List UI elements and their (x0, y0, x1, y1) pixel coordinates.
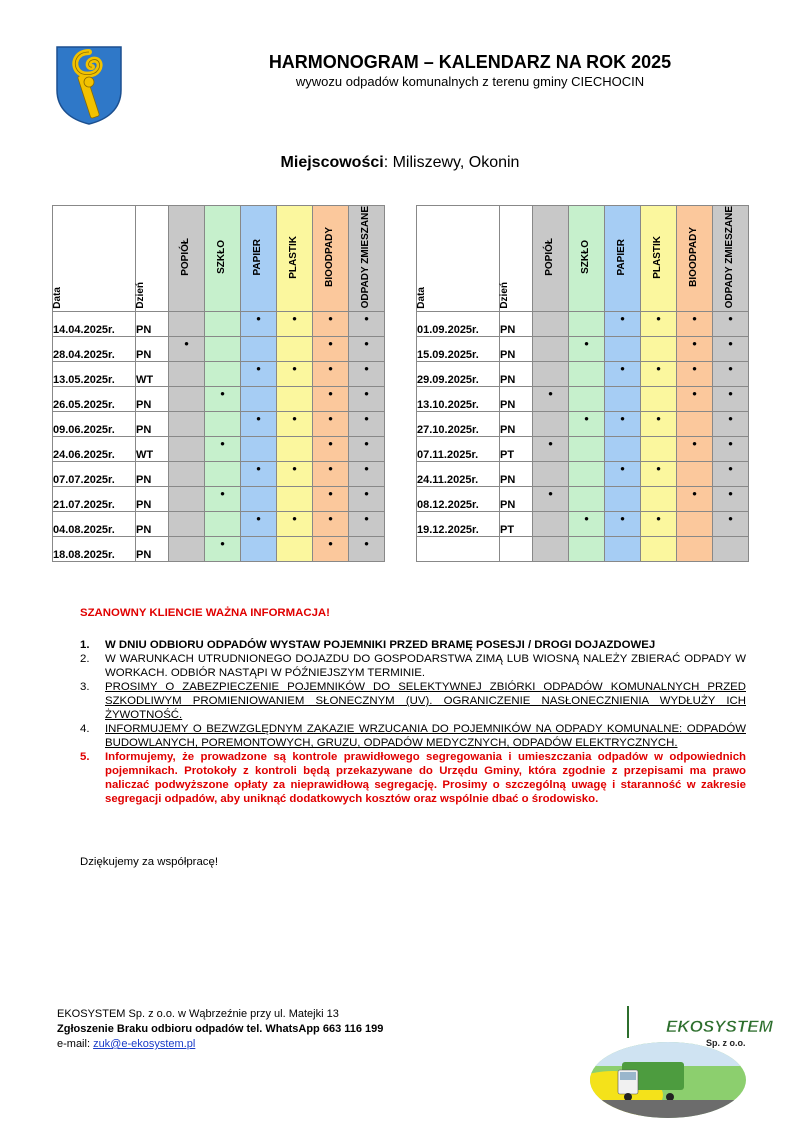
info-item: 3. PROSIMY O ZABEZPIECZENIE POJEMNIKÓW DO SELEKTYWNEJ ZBIÓRKI ODPADÓW KOMUNALNYCH PRZED SZKODLIWYM PROMIENIOWANIEM SŁONECZNYM (UV). OGRANICZENIE NASŁONECZNIENIA WYDŁUŻY ICH ŻYWOTNOŚĆ. (80, 681, 746, 721)
table-row (53, 337, 385, 362)
cell-papier (605, 537, 641, 562)
cell-bioodpady: • (313, 487, 349, 512)
schedule-header-row (53, 206, 385, 312)
row-day: PN (500, 312, 533, 337)
row-day: PN (500, 462, 533, 487)
cell-bioodpady: • (677, 437, 713, 462)
row-day: PN (136, 462, 169, 487)
cell-szklo (205, 462, 241, 487)
cell-zmieszane: • (713, 412, 749, 437)
cell-popiol (169, 412, 205, 437)
cell-szklo: • (205, 387, 241, 412)
cell-szklo: • (205, 537, 241, 562)
municipal-crest-icon (54, 44, 124, 126)
table-row (417, 337, 749, 362)
row-day: PN (500, 337, 533, 362)
cell-papier: • (605, 512, 641, 537)
row-date: 07.07.2025r. (53, 462, 136, 487)
col-header-data: Data (53, 206, 136, 312)
row-day: PT (500, 512, 533, 537)
cell-bioodpady: • (313, 412, 349, 437)
col-header-popiol: POPIÓŁ (533, 206, 569, 312)
cell-szklo (205, 337, 241, 362)
row-date: 08.12.2025r. (417, 487, 500, 512)
schedule-body-right (417, 312, 749, 562)
cell-bioodpady: • (677, 487, 713, 512)
cell-szklo (569, 537, 605, 562)
cell-bioodpady: • (677, 387, 713, 412)
row-day: PN (500, 362, 533, 387)
row-date: 14.04.2025r. (53, 312, 136, 337)
col-header-popiol: POPIÓŁ (169, 206, 205, 312)
table-row (53, 537, 385, 562)
cell-plastik (277, 537, 313, 562)
table-row (417, 362, 749, 387)
cell-bioodpady (677, 537, 713, 562)
col-header-dzien: Dzień (136, 206, 169, 312)
cell-bioodpady: • (677, 337, 713, 362)
row-date: 21.07.2025r. (53, 487, 136, 512)
cell-bioodpady: • (677, 362, 713, 387)
col-header-bioodpady: BIOODPADY (313, 206, 349, 312)
footer-report-line: Zgłoszenie Braku odbioru odpadów tel. WhatsApp 663 116 199 (57, 1023, 384, 1035)
cell-popiol: • (169, 337, 205, 362)
cell-szklo (205, 512, 241, 537)
table-row (53, 412, 385, 437)
cell-zmieszane: • (349, 462, 385, 487)
page-title: HARMONOGRAM – KALENDARZ NA ROK 2025 (268, 52, 672, 72)
row-day: PN (500, 387, 533, 412)
cell-plastik: • (277, 512, 313, 537)
cell-plastik (641, 387, 677, 412)
info-section (80, 606, 746, 806)
cell-zmieszane: • (349, 337, 385, 362)
locality-label: Miejscowości (280, 154, 384, 171)
email-link[interactable]: zuk@e-ekosystem.pl (93, 1038, 196, 1050)
schedule-table-right (416, 205, 749, 562)
row-day: PN (136, 537, 169, 562)
cell-papier: • (605, 362, 641, 387)
info-item: 1. W DNIU ODBIORU ODPADÓW WYSTAW POJEMNIKI PRZED BRAMĘ POSESJI / DROGI DOJAZDOWEJ (80, 639, 656, 651)
cell-papier (241, 537, 277, 562)
cell-szklo (569, 387, 605, 412)
cell-zmieszane: • (713, 437, 749, 462)
cell-popiol (169, 487, 205, 512)
logo-name: EKOSYSTEM (666, 1017, 773, 1036)
row-day: PN (136, 337, 169, 362)
table-row (417, 487, 749, 512)
col-header-zmieszane: ODPADY ZMIESZANE (349, 206, 385, 312)
cell-szklo (569, 362, 605, 387)
cell-popiol: • (533, 437, 569, 462)
cell-plastik: • (641, 312, 677, 337)
cell-bioodpady: • (313, 312, 349, 337)
row-date: 01.09.2025r. (417, 312, 500, 337)
logo-suffix: Sp. z o.o. (706, 1038, 746, 1048)
cell-papier (241, 387, 277, 412)
cell-bioodpady: • (313, 512, 349, 537)
cell-papier: • (241, 412, 277, 437)
cell-zmieszane: • (349, 512, 385, 537)
cell-bioodpady: • (313, 537, 349, 562)
cell-plastik (641, 337, 677, 362)
cell-popiol (533, 337, 569, 362)
cell-popiol (169, 437, 205, 462)
col-header-plastik: PLASTIK (641, 206, 677, 312)
cell-zmieszane: • (349, 387, 385, 412)
table-row (417, 437, 749, 462)
cell-szklo: • (205, 487, 241, 512)
cell-papier: • (605, 462, 641, 487)
row-date: 09.06.2025r. (53, 412, 136, 437)
row-day: PN (500, 487, 533, 512)
cell-zmieszane: • (349, 437, 385, 462)
col-header-plastik: PLASTIK (277, 206, 313, 312)
cell-popiol (169, 462, 205, 487)
row-day: PN (500, 412, 533, 437)
thanks-note: Dziękujemy za współpracę! (80, 856, 219, 868)
cell-szklo (569, 462, 605, 487)
table-row (53, 462, 385, 487)
info-item: 4. INFORMUJEMY O BEZWZGLĘDNYM ZAKAZIE WRZUCANIA DO POJEMNIKÓW NA ODPADY KOMUNALNE: ODPADÓW BUDOWLANYCH, POREMONTOWYCH, GRUZU, ODPADÓW MEDYCZNYCH, ODPADÓW ELEKTRYCZNYCH. (80, 723, 746, 749)
cell-plastik: • (641, 412, 677, 437)
cell-plastik: • (277, 412, 313, 437)
cell-plastik (277, 487, 313, 512)
ekosystem-logo (588, 1000, 773, 1118)
col-header-dzien: Dzień (500, 206, 533, 312)
cell-papier (241, 487, 277, 512)
table-row (417, 387, 749, 412)
row-date (417, 537, 500, 562)
col-header-zmieszane: ODPADY ZMIESZANE (713, 206, 749, 312)
cell-plastik (641, 537, 677, 562)
cell-papier (605, 487, 641, 512)
cell-zmieszane: • (713, 387, 749, 412)
cell-popiol: • (533, 387, 569, 412)
schedule-header-row (417, 206, 749, 312)
col-header-bioodpady: BIOODPADY (677, 206, 713, 312)
cell-popiol (169, 362, 205, 387)
row-day (500, 537, 533, 562)
footer-company: EKOSYSTEM Sp. z o.o. w Wąbrzeźnie przy ul. Matejki 13 (57, 1008, 339, 1020)
cell-popiol (533, 537, 569, 562)
cell-szklo: • (205, 437, 241, 462)
page-subtitle: wywozu odpadów komunalnych z terenu gminy CIECHOCIN (295, 74, 645, 89)
table-row (417, 462, 749, 487)
cell-popiol (169, 537, 205, 562)
footer-email-line (57, 1037, 383, 1052)
cell-papier: • (241, 312, 277, 337)
cell-plastik: • (641, 512, 677, 537)
cell-szklo (205, 412, 241, 437)
cell-szklo (569, 487, 605, 512)
row-day: PN (136, 412, 169, 437)
info-heading: SZANOWNY KLIENCIE WAŻNA INFORMACJA! (80, 607, 330, 619)
row-date: 27.10.2025r. (417, 412, 500, 437)
cell-bioodpady: • (677, 312, 713, 337)
cell-bioodpady: • (313, 437, 349, 462)
cell-szklo (569, 312, 605, 337)
row-date: 07.11.2025r. (417, 437, 500, 462)
cell-popiol (169, 312, 205, 337)
row-day: PN (136, 387, 169, 412)
row-day: PN (136, 512, 169, 537)
row-date: 15.09.2025r. (417, 337, 500, 362)
row-day: WT (136, 437, 169, 462)
table-row (417, 512, 749, 537)
row-date: 29.09.2025r. (417, 362, 500, 387)
cell-szklo: • (569, 412, 605, 437)
cell-zmieszane: • (713, 362, 749, 387)
cell-bioodpady: • (313, 362, 349, 387)
table-row (417, 312, 749, 337)
cell-szklo (569, 437, 605, 462)
cell-popiol (533, 512, 569, 537)
cell-popiol (169, 387, 205, 412)
table-row (53, 362, 385, 387)
cell-zmieszane: • (349, 487, 385, 512)
row-date: 24.06.2025r. (53, 437, 136, 462)
cell-bioodpady (677, 462, 713, 487)
col-header-papier: PAPIER (241, 206, 277, 312)
cell-zmieszane: • (713, 487, 749, 512)
cell-papier (605, 387, 641, 412)
cell-papier (605, 437, 641, 462)
locality-line (0, 154, 800, 172)
cell-zmieszane: • (349, 412, 385, 437)
cell-bioodpady: • (313, 337, 349, 362)
col-header-szklo: SZKŁO (205, 206, 241, 312)
cell-bioodpady: • (313, 387, 349, 412)
cell-zmieszane: • (713, 462, 749, 487)
cell-zmieszane: • (713, 512, 749, 537)
cell-bioodpady (677, 412, 713, 437)
row-date: 26.05.2025r. (53, 387, 136, 412)
row-day: PN (136, 312, 169, 337)
table-row (53, 312, 385, 337)
cell-zmieszane: • (713, 337, 749, 362)
cell-zmieszane: • (349, 362, 385, 387)
schedule-body-left (53, 312, 385, 562)
cell-papier: • (605, 312, 641, 337)
cell-papier: • (605, 412, 641, 437)
cell-szklo (205, 362, 241, 387)
cell-plastik: • (277, 312, 313, 337)
col-header-data: Data (417, 206, 500, 312)
row-date: 18.08.2025r. (53, 537, 136, 562)
cell-popiol (533, 462, 569, 487)
cell-popiol (169, 512, 205, 537)
cell-plastik: • (641, 362, 677, 387)
footer-contact (57, 1007, 383, 1052)
cell-plastik (641, 437, 677, 462)
table-row (417, 412, 749, 437)
cell-popiol: • (533, 487, 569, 512)
table-row (53, 512, 385, 537)
cell-plastik: • (641, 462, 677, 487)
cell-plastik (277, 337, 313, 362)
cell-plastik (641, 487, 677, 512)
info-list (80, 638, 746, 806)
locality-value: : Miliszewy, Okonin (383, 154, 520, 171)
table-row (53, 387, 385, 412)
cell-zmieszane: • (349, 312, 385, 337)
col-header-szklo: SZKŁO (569, 206, 605, 312)
row-date: 19.12.2025r. (417, 512, 500, 537)
cell-popiol (533, 312, 569, 337)
row-day: WT (136, 362, 169, 387)
cell-papier: • (241, 462, 277, 487)
cell-plastik: • (277, 362, 313, 387)
cell-zmieszane (713, 537, 749, 562)
info-item: 5. Informujemy, że prowadzone są kontrole prawidłowego segregowania i umieszczania odpadów w odpowiednich pojemnikach. Protokoły z kontroli będą przekazywane do Urzędu Gminy, która zgodnie z przepisami ma prawo naliczać podwyższone opłaty za nieprawidłową segregację. Prosimy o szczególną uwagę i staranność w zakresie segregacji odpadów, aby uniknąć dodatkowych kosztów oraz wspólnie dbać o środowisko. (80, 751, 746, 805)
cell-zmieszane: • (349, 537, 385, 562)
cell-papier (605, 337, 641, 362)
table-row (53, 437, 385, 462)
row-date: 04.08.2025r. (53, 512, 136, 537)
cell-szklo (205, 312, 241, 337)
row-day: PT (500, 437, 533, 462)
cell-papier: • (241, 512, 277, 537)
footer-email-label: e-mail: (57, 1038, 94, 1050)
cell-bioodpady (677, 512, 713, 537)
cell-szklo: • (569, 337, 605, 362)
cell-plastik: • (277, 462, 313, 487)
col-header-papier: PAPIER (605, 206, 641, 312)
cell-plastik (277, 387, 313, 412)
table-row (417, 537, 749, 562)
table-row (53, 487, 385, 512)
info-item: 2. W WARUNKACH UTRUDNIONEGO DOJAZDU DO GOSPODARSTWA ZIMĄ LUB WIOSNĄ NALEŻY ZBIERAĆ ODPADY W WORKACH. ODBIÓR NASTĄPI W PÓŹNIEJSZYM TERMINIE. (80, 653, 746, 679)
cell-bioodpady: • (313, 462, 349, 487)
cell-papier (241, 337, 277, 362)
schedule-table-left (52, 205, 385, 562)
row-date: 28.04.2025r. (53, 337, 136, 362)
cell-popiol (533, 362, 569, 387)
cell-popiol (533, 412, 569, 437)
row-date: 13.05.2025r. (53, 362, 136, 387)
row-day: PN (136, 487, 169, 512)
row-date: 24.11.2025r. (417, 462, 500, 487)
cell-plastik (277, 437, 313, 462)
cell-papier: • (241, 362, 277, 387)
row-date: 13.10.2025r. (417, 387, 500, 412)
cell-zmieszane: • (713, 312, 749, 337)
cell-papier (241, 437, 277, 462)
cell-szklo: • (569, 512, 605, 537)
